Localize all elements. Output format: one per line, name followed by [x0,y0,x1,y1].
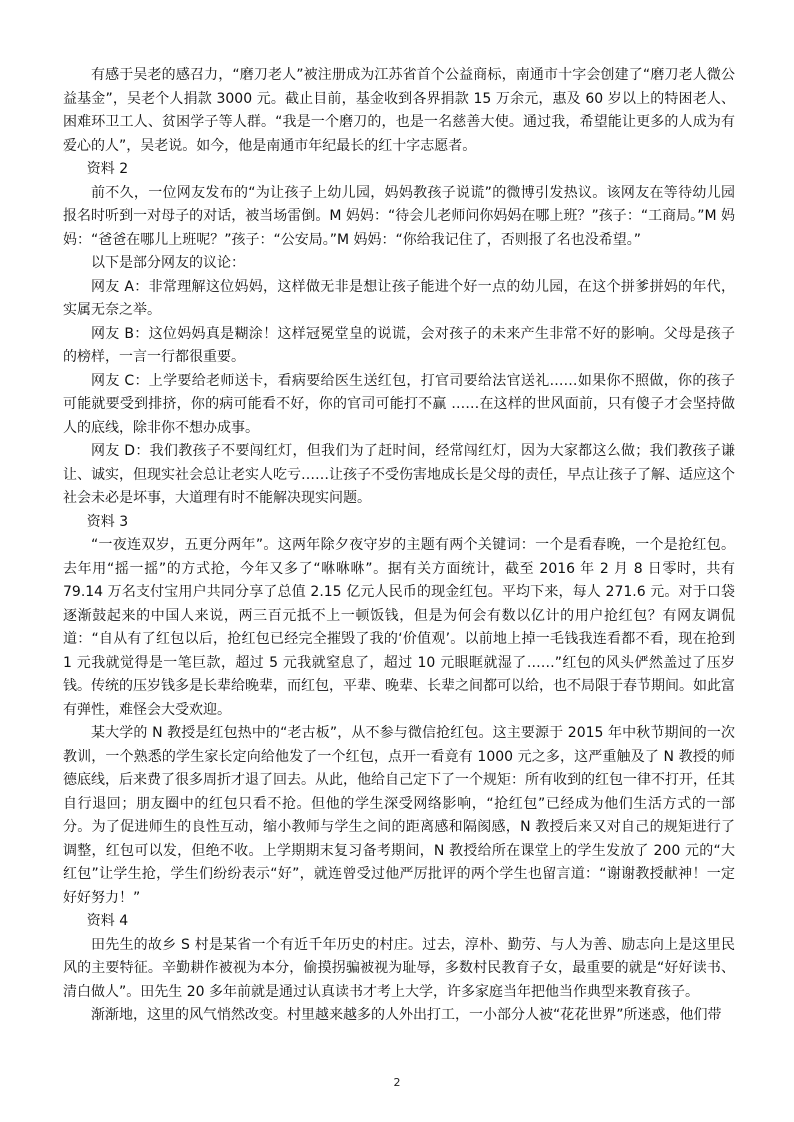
paragraph-red-envelope: “一夜连双岁，五更分两年”。这两年除夕夜守岁的主题有两个关键词：一个是看春晚，一个是抢红包。去年用“摇一摇”的方式抢，今年又多了“咻咻咻”。据有关方面统计，截至 2016 年 2 月 8 日零时，共有 79.14 万名支付宝用户共同分享了总值 2.15 亿元人民币的现金红包。平均下来，每人 271.6 元。对于口袋逐渐鼓起来的中国人来说，两三百元抵不上一顿饭钱，但是为何会有数以亿计的用户抢红包？有网友调侃道：“自从有了红包以后，抢红包已经完全摧毁了我的‘价值观’。以前地上掉一毛钱我连看都不看，现在抢到 1 元我就觉得是一笔巨款，超过 5 元我就窒息了，超过 10 元眼眶就湿了……”红包的风头俨然盖过了压岁钱。传统的压岁钱多是长辈给晚辈，而红包，平辈、晚辈、长辈之间都可以给，也不局限于春节期间。如此富有弹性，难怪会大受欢迎。 [63,537,735,718]
paragraph-netizen-a: 网友 A：非常理解这位妈妈，这样做无非是想让孩子能进个好一点的幼儿园，在这个拼爹拼妈的年代，实属无奈之举。 [63,278,735,318]
paragraph-professor-n: 某大学的 N 教授是红包热中的“老古板”，从不参与微信抢红包。这主要源于 2015 年中秋节期间的一次教训，一个熟悉的学生家长定向给他发了一个红包，点开一看竟有 1000 元之多，这严重触及了 N 教授的师德底线，后来费了很多周折才退了回去。从此，他给自己定下了一个规矩：所有收到的红包一律不打开，任其自行退回；朋友圈中的红包只看不抢。但他的学生深受网络影响，“抢红包”已经成为他们生活方式的一部分。为了促进师生的良性互动，缩小教师与学生之间的距离感和隔阂感，N 教授后来又对自己的规矩进行了调整，红包可以发，但绝不收。上学期期末复习备考期间，N 教授给所在课堂上的学生发放了 200 元的“大红包”让学生抢，学生们纷纷表示“好”，就连曾受过他严厉批评的两个学生也留言道：“谢谢教授献神！一定好好努力！” [63,725,735,906]
heading-material-4: 资料 4 [86,913,129,929]
paragraph-discussion-intro: 以下是部分网友的议论： [91,255,245,271]
paragraph-netizen-d: 网友 D：我们教孩子不要闯红灯，但我们为了赶时间，经常闯红灯，因为大家都这么做；我们教孩子谦让、诚实，但现实社会总让老实人吃亏……让孩子不受伤害地成长是父母的责任，早点让孩子了解、适应这个社会未必是坏事，大道理有时不能解决现实问题。 [63,443,735,506]
paragraph-material-1-end: 有感于吴老的感召力，“磨刀老人”被注册成为江苏省首个公益商标，南通市十字会创建了“磨刀老人微公益基金”，吴老个人捐款 3000 元。截止目前，基金收到各界捐款 15 万余元，惠及 60 岁以上的特困老人、困难环卫工人、贫困学子等人群。“我是一个磨刀的，也是一名慈善大使。通过我，希望能让更多的人成为有爱心的人”，吴老说。如今，他是南通市年纪最长的红十字志愿者。 [63,67,735,154]
paragraph-netizen-c: 网友 C：上学要给老师送卡，看病要给医生送红包，打官司要给法官送礼……如果你不照做，你的孩子可能就要受到排挤，你的病可能看不好，你的官司可能打不赢 ……在这样的世风面前，只有傻子才会坚持做人的底线，除非你不想办成事。 [63,372,735,436]
document-page [63,64,735,1028]
heading-material-3: 资料 3 [86,513,129,530]
paragraph-village-change: 渐渐地，这里的风气悄然改变。村里越来越多的人外出打工，一小部分人被“花花世界”所迷惑，他们带 [91,1007,722,1023]
paragraph-village-s: 田先生的故乡 S 村是某省一个有近千年历史的村庄。过去，淳朴、勤劳、与人为善、励志向上是这里民风的主要特征。辛勤耕作被视为本分，偷摸拐骗被视为耻辱，多数村民教育子女，最重要的就是“好好读书、清白做人”。田先生 20 多年前就是通过认真读书才考上大学，许多家庭当年把他当作典型来教育孩子。 [63,936,735,1000]
paragraph-netizen-b: 网友 B：这位妈妈真是糊涂！这样冠冕堂皇的说谎，会对孩子的未来产生非常不好的影响。父母是孩子的榜样，一言一行都很重要。 [63,325,735,365]
paragraph-weibo-story: 前不久，一位网友发布的“为让孩子上幼儿园，妈妈教孩子说谎”的微博引发热议。该网友在等待幼儿园报名时听到一对母子的对话，被当场雷倒。M 妈妈：“待会儿老师问你妈妈在哪上班？”孩子：“工商局。”M 妈妈：“爸爸在哪儿上班呢？”孩子：“公安局。”M 妈妈：“你给我记住了，否则报了名也没希望。” [63,184,735,248]
page-number: 2 [393,1076,401,1089]
heading-material-2: 资料 2 [86,161,129,177]
